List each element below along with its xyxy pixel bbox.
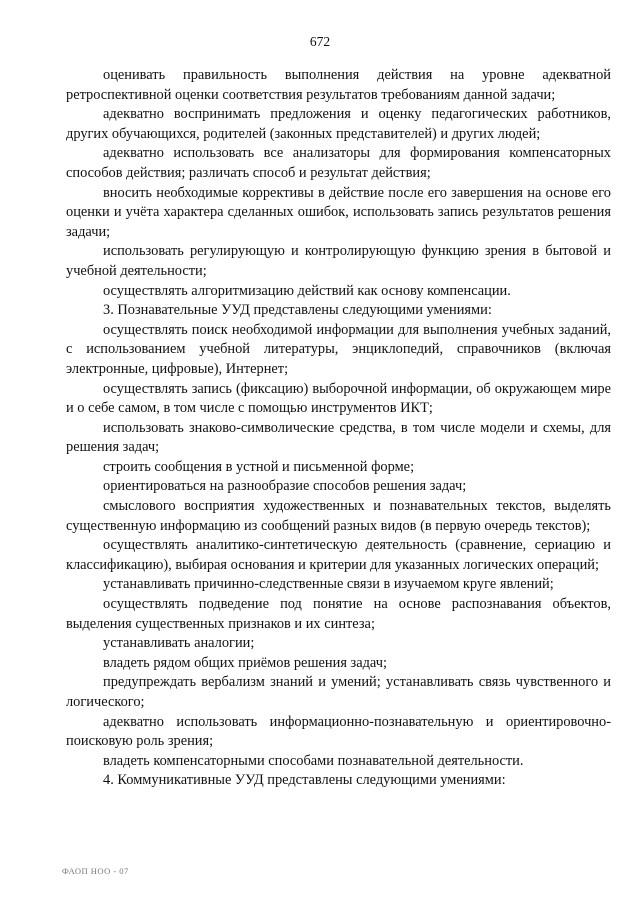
paragraph: ориентироваться на разнообразие способов решения задач; xyxy=(103,478,467,495)
paragraph: осуществлять алгоритмизацию действий как основу компенсации. xyxy=(103,282,511,299)
paragraph: владеть компенсаторными способами познавательной деятельности. xyxy=(103,752,524,769)
paragraph: владеть рядом общих приёмов решения задач; xyxy=(103,654,387,671)
section-heading: 3. Познавательные УУД представлены следующими умениями: xyxy=(103,302,492,319)
paragraph: использовать знаково-символические средства, в том числе модели и схемы, для решения задач; xyxy=(66,419,611,456)
paragraph: осуществлять аналитико-синтетическую деятельность (сравнение, сериацию и классификацию), выбирая основания и критерии для указанных логических операций; xyxy=(66,537,611,573)
paragraph: вносить необходимые коррективы в действие после его завершения на основе его оценки и учёта характера сделанных ошибок, использовать запись результатов решения задачи; xyxy=(66,184,611,240)
paragraph: устанавливать причинно-следственные связи в изучаемом круге явлений; xyxy=(103,576,554,593)
body-text xyxy=(66,66,611,791)
paragraph: строить сообщения в устной и письменной форме; xyxy=(103,458,415,475)
paragraph: адекватно использовать все анализаторы для формирования компенсаторных способов действия; различать способ и результат действия; xyxy=(66,145,611,181)
paragraph: устанавливать аналогии; xyxy=(103,635,255,652)
paragraph: использовать регулирующую и контролирующую функцию зрения в бытовой и учебной деятельности; xyxy=(66,243,611,279)
paragraph: адекватно использовать информационно-познавательную и ориентировочно-поисковую роль зрения; xyxy=(66,713,611,750)
paragraph: осуществлять поиск необходимой информации для выполнения учебных заданий, с использованием учебной литературы, энциклопедий, справочников (включая электронные, цифровые), Интернет; xyxy=(66,321,611,377)
paragraph: осуществлять подведение под понятие на основе распознавания объектов, выделения существенных признаков и их синтеза; xyxy=(66,596,611,632)
paragraph: смыслового восприятия художественных и познавательных текстов, выделять существенную информацию из сообщений разных видов (в первую очередь текстов); xyxy=(66,498,611,534)
paragraph: адекватно воспринимать предложения и оценку педагогических работников, других обучающихся, родителей (законных представителей) и других людей; xyxy=(66,106,611,142)
page-number: 672 xyxy=(309,34,331,49)
footer-stamp: ФАОП НОО - 07 xyxy=(62,866,129,876)
paragraph: предупреждать вербализм знаний и умений; устанавливать связь чувственного и логического; xyxy=(66,674,611,710)
section-heading: 4. Коммуникативные УУД представлены следующими умениями: xyxy=(103,772,506,789)
paragraph: осуществлять запись (фиксацию) выборочной информации, об окружающем мире и о себе самом, в том числе с помощью инструментов ИКТ; xyxy=(66,380,611,417)
paragraph: оценивать правильность выполнения действия на уровне адекватной ретроспективной оценки соответствия результатов требованиям данной задачи; xyxy=(66,67,611,103)
